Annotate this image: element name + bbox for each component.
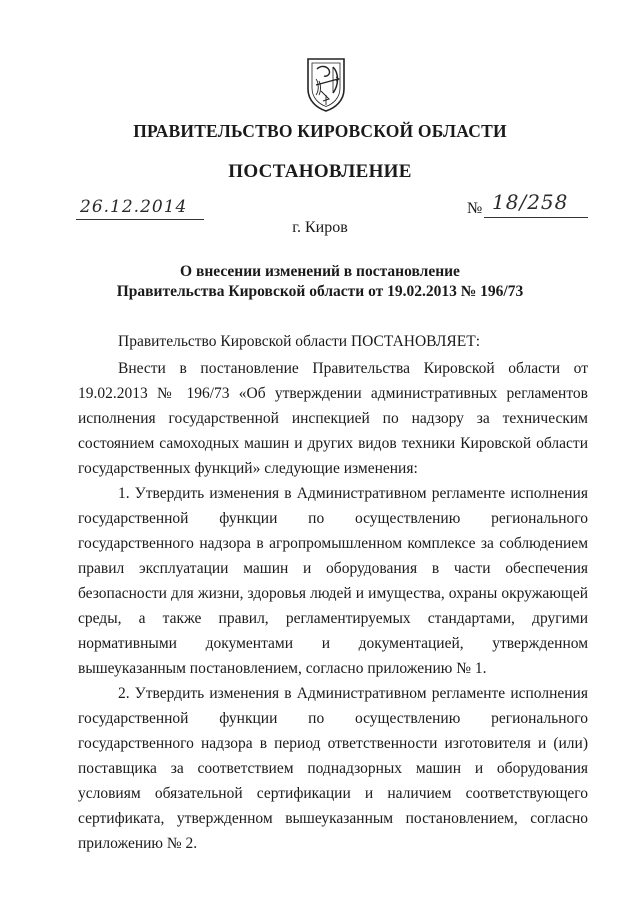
- handwritten-date: 26.12.2014: [80, 197, 188, 217]
- number-label: №: [467, 200, 483, 217]
- document-type-title: ПОСТАНОВЛЕНИЕ: [228, 161, 412, 182]
- city-label: г. Киров: [292, 219, 348, 236]
- number-underline: [484, 217, 588, 218]
- resolution-intro: Внести в постановление Правительства Кировской области от 19.02.2013 № 196/73 «Об утверждении административных регламентов исполнения государственной инспекцией по надзору за техническим состоянием самоходных машин и других видов техники Кировской области государственных функций» следующие изменения:: [78, 360, 588, 477]
- coat-of-arms-icon: [303, 55, 349, 113]
- subject-line-2: Правительства Кировской области от 19.02.2013 № 196/73: [116, 283, 524, 300]
- organization-title: ПРАВИТЕЛЬСТВО КИРОВСКОЙ ОБЛАСТИ: [133, 121, 507, 141]
- document-subject: [0, 262, 640, 302]
- resolution-item-2: 2. Утвердить изменения в Административном регламенте исполнения государственной функции по осуществлению регионального государственного надзора в период ответственности изготовителя и (или) поставщика за соответствием поднадзорных машин и оборудования условиям обязательной сертификации и наличием соответствующего сертификата, утвержденном вышеуказанным постановлением, согласно приложению № 2.: [78, 685, 588, 852]
- resolution-lead: Правительство Кировской области ПОСТАНОВЛЯЕТ:: [118, 333, 481, 350]
- document-body: [78, 329, 588, 856]
- resolution-item-1: 1. Утвердить изменения в Административном регламенте исполнения государственной функции по осуществлению регионального государственного надзора в агропромышленном комплексе за соблюдением правил эксплуатации машин и оборудования в части обеспечения безопасности для жизни, здоровья людей и имущества, охраны окружающей среды, а также правил, регламентируемых стандартами, другими нормативными документами и документацией, утвержденном вышеуказанным постановлением, согласно приложению № 1.: [78, 485, 588, 677]
- handwritten-number: 18/258: [492, 190, 569, 214]
- subject-line-1: О внесении изменений в постановление: [180, 263, 460, 280]
